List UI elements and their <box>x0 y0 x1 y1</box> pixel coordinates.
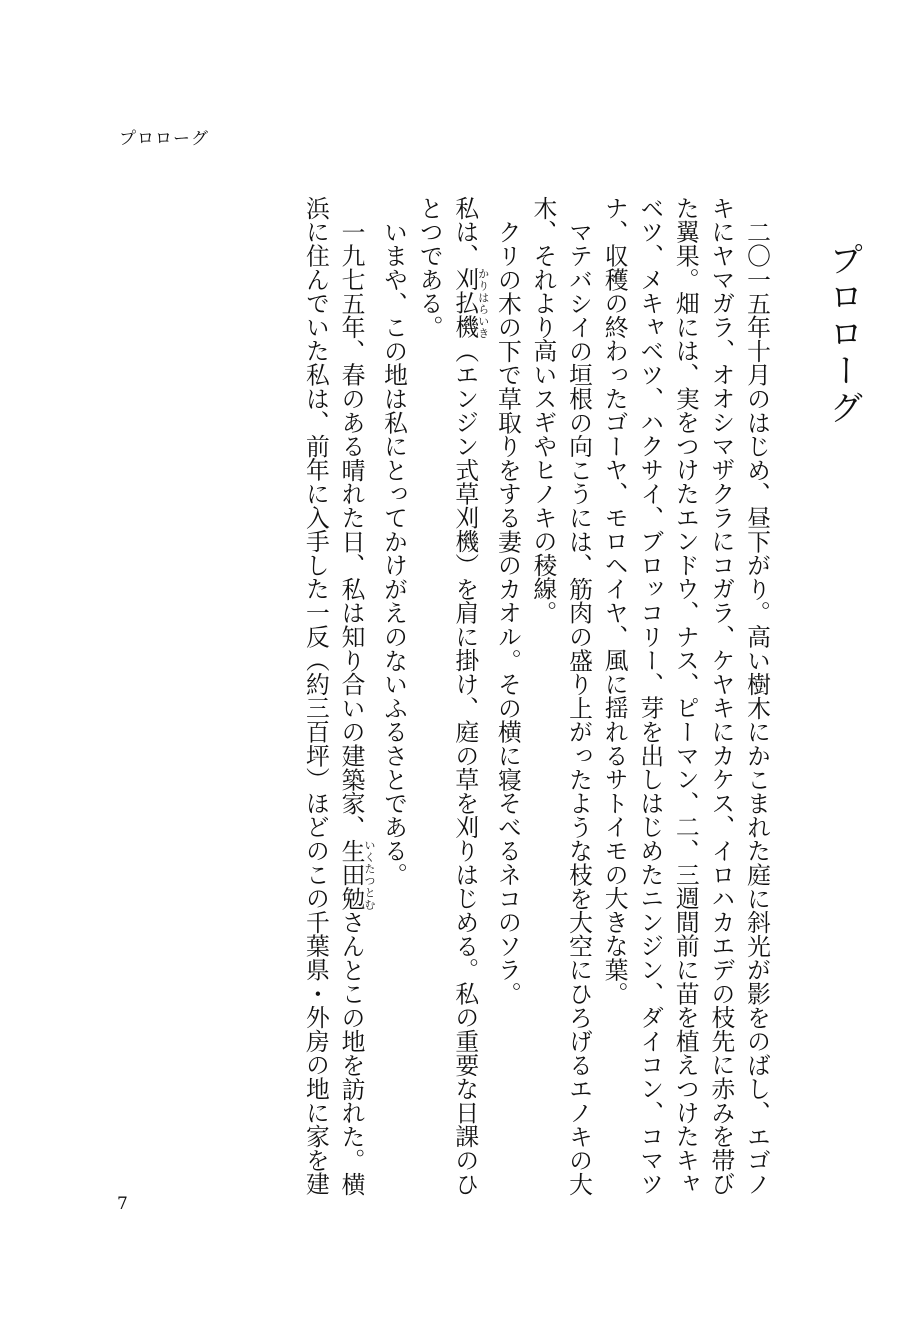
chapter-title: プロローグ <box>823 242 863 427</box>
paragraph-3: クリの木の下で草取りをする妻のカオル。その横に寝そべるネコのソラ。 <box>493 219 522 1006</box>
ruby-reading: いくたつとむ <box>362 838 376 910</box>
paragraph-4-end: （エンジン式草刈機）を肩に掛け、庭の草を刈りはじめる。私の重要な日課のひとつである。 <box>415 196 480 1196</box>
paragraph-2: マテバシイの垣根の向こうには、筋肉の盛り上がったような枝を大空にひろげるエノキの大木、それより高いスギやヒノキの稜線。 <box>529 196 594 1196</box>
paragraph-6 <box>297 196 375 1196</box>
paragraph-4-start: 私は、 <box>451 196 480 268</box>
running-head: プロローグ <box>119 129 209 149</box>
ruby-base: 生田勉 <box>337 838 366 911</box>
ruby-karibaraiki <box>451 267 490 339</box>
ruby-ikuta-tsutomu <box>337 838 376 911</box>
paragraph-6-start: 一九七五年、春のある晴れた日、私は知り合いの建築家、 <box>337 219 366 839</box>
paragraph-5: いまや、この地は私にとってかけがえのないふるさとである。 <box>380 219 409 887</box>
paragraph-4 <box>411 196 489 1196</box>
paragraph-6-end: さんとこの地を訪れた。横浜に住んでいた私は、前年に入手した一反（約三百坪）ほどのこの千葉県・外房の地に家を建 <box>301 196 366 1196</box>
page-number: 7 <box>117 1194 128 1214</box>
ruby-reading: かりはらいき <box>476 267 490 339</box>
ruby-base: 刈払機 <box>451 267 480 339</box>
paragraph-1: 二〇一五年十月のはじめ、昼下がり。高い樹木にかこまれた庭に斜光が影をのばし、エゴノキにヤマガラ、オオシマザクラにコガラ、ケヤキにカケス、イロハカエデの枝先に赤みを帯びた翼果。畑には、実をつけたエンドウ、ナス、ピーマン、二、三週間前に苗を植えつけたキャベツ、メキャベツ、ハクサイ、ブロッコリー、芽を出しはじめたニンジン、ダイコン、コマツナ、収穫の終わったゴーヤ、モロヘイヤ、風に揺れるサトイモの大きな葉。 <box>600 196 771 1196</box>
body-text <box>297 196 863 1196</box>
